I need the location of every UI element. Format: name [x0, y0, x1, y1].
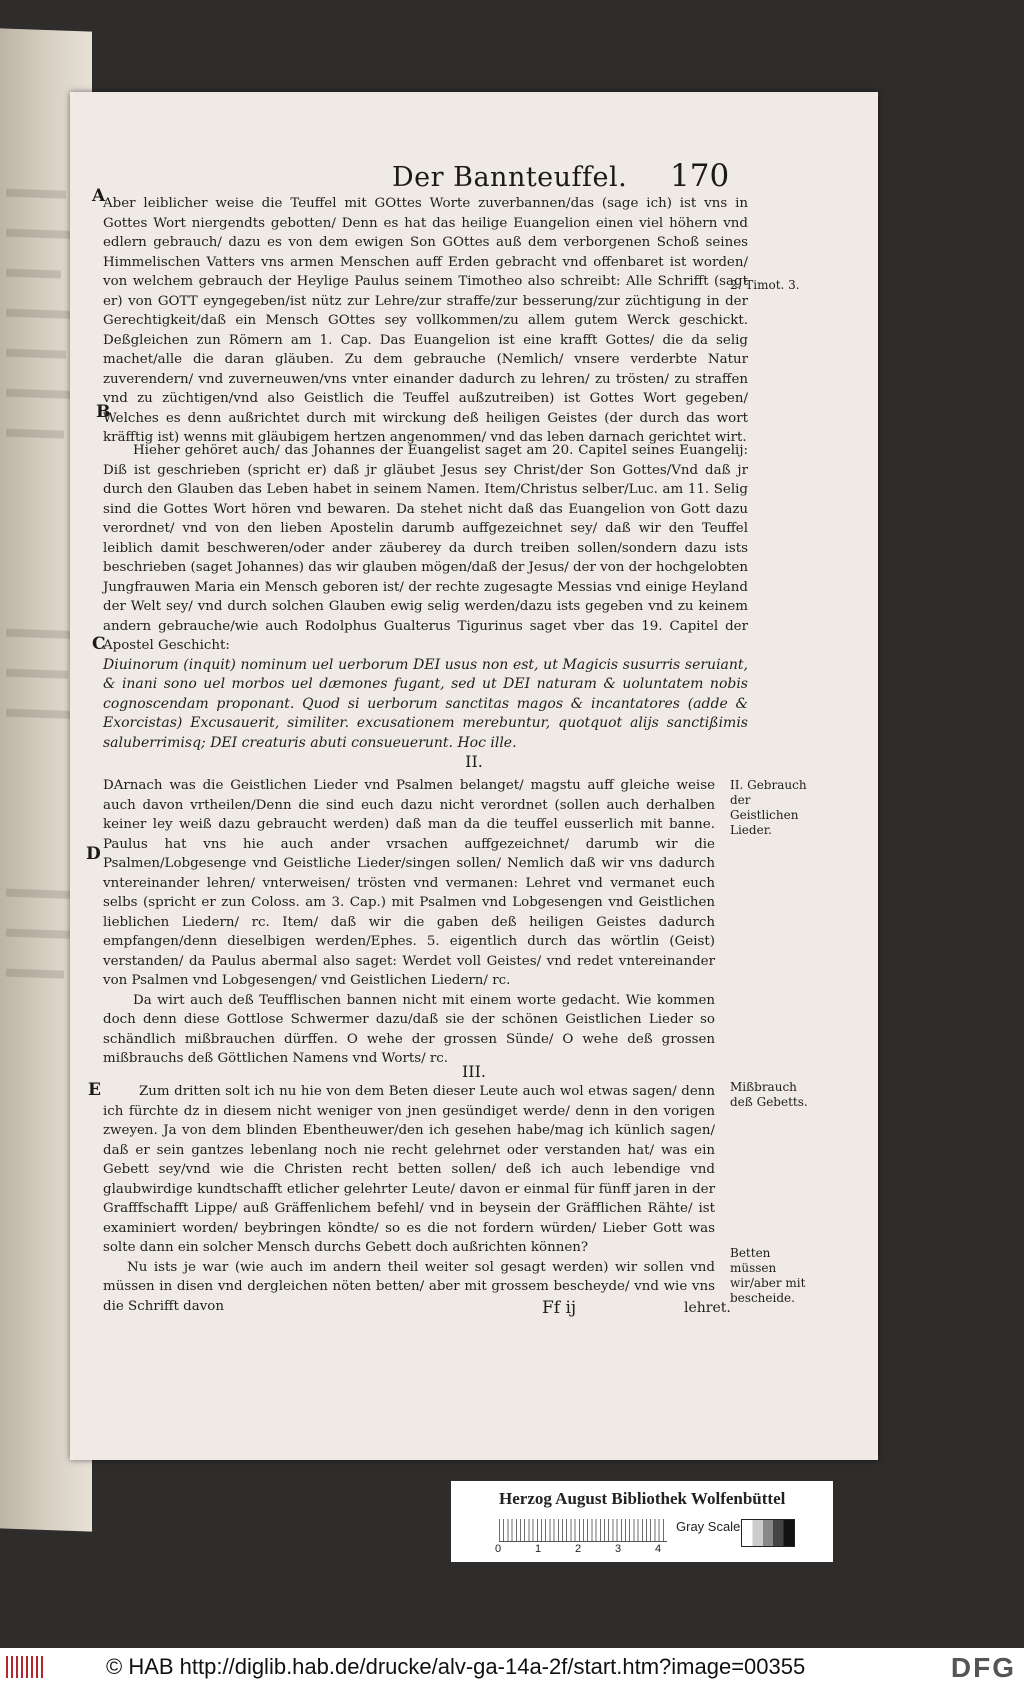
- marginal-note-gebett: Mißbrauch deß Gebetts.: [730, 1080, 808, 1109]
- page-number: 170: [670, 158, 730, 194]
- marginal-note-lieder: II. Gebrauch der Geistlichen Lieder.: [730, 778, 807, 837]
- paragraph-d: [103, 776, 715, 1069]
- ruler: [499, 1519, 667, 1542]
- book-page: [70, 92, 878, 1460]
- paragraph-a: [103, 194, 748, 448]
- margin-letter-e: E: [88, 1080, 101, 1100]
- paragraph-a-text: Aber leiblicher weise die Teuffel mit GOttes Worte zuverbannen/das (sage ich) ist vns in Gottes Wort niergendts gebotten/ Denn es hat das heilige Euangelion einen viel höhern vnd edlern gebrauch/ dazu es von dem ewigen Son GOttes auß dem verborgenen Schoß seines Himmelischen Vatters vns armen Menschen auff Erden gebracht vnd offenbaret ist worden/ von welchem gebrauch der Heylige Paulus seinem Timotheo also schreibt: Alle Schrifft (sagt er) von GOTT eyngegeben/ist nütz zur Lehre/zur straffe/zur besserung/zur züchtigung in der Gerechtigkeit/daß ein Mensch GOttes sey vollkommen/zu allem gutem Werck geschickt. Deßgleichen zun Römern am 1. Cap. Das Euangelion ist eine krafft Gottes/ die da selig machet/alle die daran gläuben. Zu dem gebrauche (Nemlich/ vnsere verderbte Natur zuverendern/ vnd zuverneuwen/vns vnter einander dadurch zu lehren/ zu trösten/ zu straffen vnd zu züchtigen/vnd also Geistlich die Teuffel außzutreiben) ist Gottes Wort gegeben/ Welches es denn außrichtet durch mit wirckung deß heiligen Geistes (der durch das wort kräfftig ist) wenns mit gläubigem hertzen angenommen/ vnd das leben darnach gerichtet wirt.: [103, 196, 748, 445]
- paragraph-b-text: Hieher gehöret auch/ das Johannes der Euangelist saget am 20. Capitel seines Euangelij: Diß ist geschrieben (spricht er) daß jr gläubet Jesus sey Christ/der Son Gottes/Vnd daß jr durch den Glauben das Leben habet in seinem Namen. Item/Christus selber/Luc. am 11. Selig sind die Gottes Wort hören vnd bewaren. Da stehet nicht daß das Euangelion von Gott dazu verordnet/ vnd von den lieben Apostelin darumb auffgezeichnet sey/ daß wir den Teuffel leiblich damit beschweren/oder ander zäuberey da durch treiben sollen/sondern dazu ists beschrieben (saget Johannes) das wir glauben mögen/daß der Jesus/ der von der hochgelobten Jungfrauwen Maria ein Mensch geboren ist/ der rechte zugesagte Messias vnd einige Heyland der Welt sey/ vnd durch solchen Glauben ewig selig werden/dazu ists gegeben vnd zu keinem andern gebrauche/wie auch Rodolphus Gualterus Tigurinus saget vber das 19. Capitel der Apostel Geschicht:: [103, 443, 748, 653]
- paragraph-d2-text: Da wirt auch deß Teufflischen bannen nicht mit einem worte gedacht. Wie kommen doch denn diese Gottlose Schwermer dazu/daß sie der schönen Geistlichen Lieder so schändlich mißbrauchen dürffen. O wehe der grossen Sünde/ O wehe deß grossen mißbrauchs deß Göttlichen Namens vnd Worts/ rc.: [103, 992, 715, 1066]
- paragraph-b: [103, 441, 748, 753]
- hab-barcode-icon: [6, 1656, 46, 1678]
- margin-letter-c: C: [92, 634, 106, 654]
- ruler-number: 4: [655, 1543, 662, 1555]
- paragraph-e: [103, 1082, 715, 1316]
- ruler-number: 2: [575, 1543, 582, 1555]
- section-number-3: III.: [461, 1062, 487, 1081]
- running-head: Der Bannteuffel.: [392, 162, 628, 193]
- catchword: lehret.: [684, 1300, 731, 1316]
- ruler-number: 3: [615, 1543, 622, 1555]
- marginal-note-timot: 2. Timot. 3.: [730, 278, 800, 292]
- gray-scale-label: Gray Scale: [676, 1519, 741, 1534]
- color-scale-card: [451, 1481, 833, 1562]
- margin-letter-b: B: [96, 402, 111, 422]
- footer-citation[interactable]: © HAB http://diglib.hab.de/drucke/alv-ga-14a-2f/start.htm?image=00355: [106, 1654, 806, 1679]
- gray-scale-swatch: [741, 1519, 795, 1547]
- scale-card-title: Herzog August Bibliothek Wolfenbüttel: [499, 1489, 786, 1508]
- paragraph-e-text: Zum dritten solt ich nu hie von dem Beten dieser Leute auch wol etwas sagen/ denn ich fürchte dz in diesem nicht weniger von jnen gesündiget werde/ denn in den vorigen zweyen. Ja von dem blinden Ebentheuwer/den ich gesehen habe/mag ich künlich sagen/ daß er sein gantzes lebenlang noch nie recht gelehrnet oder verstanden hat/ was ein Gebett sey/vnd wie die Christen recht betten sollen/ deß ich auch lebendige vnd glaubwirdige kundtschafft etlicher gelehrter Leute/ davon er einmal für fünff jaren in der Grafffschafft Lippe/ auß Gräffenlichem befehl/ vnd in beysein der Gräfflichen Rähte/ ist examiniert worden/ beybringen köndte/ so es die not fordern würden/ Lieber Gott was solte dann ein solcher Mensch durchs Gebett doch außrichten können?: [103, 1084, 715, 1255]
- marginal-note-betten: Betten müssen wir/aber mit bescheide.: [730, 1246, 806, 1305]
- margin-letter-a: A: [92, 186, 106, 206]
- dfg-logo: DFG: [950, 1652, 1016, 1683]
- ruler-number: 0: [495, 1543, 502, 1555]
- margin-letter-d: D: [86, 844, 101, 864]
- signature-mark: Ff ij: [542, 1298, 577, 1318]
- footer-bar: [0, 1648, 1024, 1686]
- paragraph-b-latin: Diuinorum (inquit) nominum uel uerborum DEI usus non est, ut Magicis susurris seruiant, & inani sono uel morbos uel dæmones fugant, sed ut DEI naturam & uoluntatem nobis cognoscendam proponant. Quod si uerborum sanctitas magos & incantatores (adde & Exorcistas) Excusauerit, similiter. excusationem merebuntur, quotquot alijs sanctißimis saluberrimisq; DEI creaturis abuti consueuerunt. Hoc ille.: [103, 656, 748, 751]
- paragraph-e2-text: Nu ists je war (wie auch im andern theil weiter sol gesagt werden) wir sollen vnd müssen in disen vnd dergleichen nöten betten/ aber mit grossem bescheyde/ vnd wie vns die Schrifft davon: [103, 1259, 715, 1314]
- ruler-number: 1: [535, 1543, 542, 1555]
- section-number-2: II.: [465, 752, 483, 771]
- paragraph-d-text: DArnach was die Geistlichen Lieder vnd Psalmen belanget/ magstu auff gleiche weise auch davon vrtheilen/Denn die sind euch dazu nicht verordnet (sollen auch derhalben keiner ley weiß dazu gebraucht werden) daß man da die teuffel eusserlich mit banne. Paulus hat vns hie auch ander vrsachen auffgezeichnet/ darumb wir die Psalmen/Lobgesenge vnd Geistliche Lieder/singen sollen/ Nemlich daß wir vns dadurch vntereinander lehren/ vnterweisen/ trösten vnd vermanen: Lehret vnd vermanet euch selbs (spricht er zun Coloss. am 3. Cap.) mit Psalmen vnd Lobgesengen vnd Geistlichen lieblichen Liedern/ rc. Item/ daß wir die gaben deß heiligen Geistes dadurch empfangen/denn dieselbigen werden/Ephes. 5. eigentlich durch das wörtlin (Geist) verstanden/ da Paulus abermal also saget: Werdet voll Geistes/ vnd redet vntereinander von Psalmen vnd Lobgesengen/ vnd Geistlichen Liedern/ rc.: [103, 778, 715, 988]
